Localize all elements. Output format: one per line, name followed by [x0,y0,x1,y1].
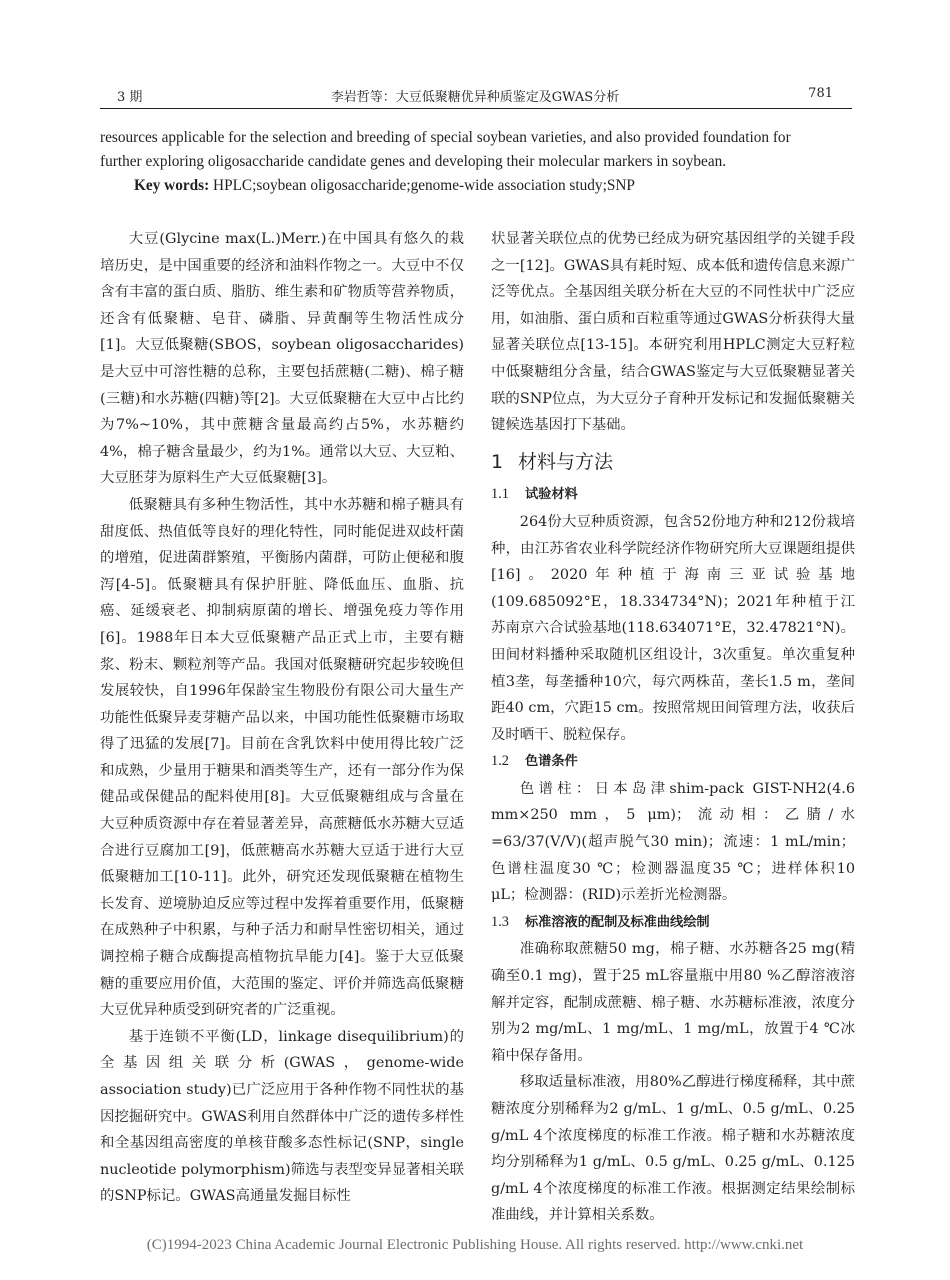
subsection-title: 试验材料 [525,487,578,503]
section-title: 材料与方法 [518,450,614,473]
subsection-heading-1-3 [491,909,855,937]
section-heading-1 [491,449,855,476]
subsection-number: 1.1 [491,486,509,503]
header-rule [100,108,852,109]
subsection-title: 标准溶液的配制及标准曲线绘制 [525,914,710,930]
body-paragraph: 基于连锁不平衡(LD，linkage disequilibrium)的全基因组关联分析(GWAS，genome-wide association study)已广泛应用于各种作物不同性状的基因挖掘研究中。GWAS利用自然群体中广泛的遗传多样性和全基因组高密度的单核苷酸多态性标记(SNP，single nucleotide polymorphism)筛选与表型变异显著相关联的SNP标记。GWAS高通量发掘目标性 [100,1028,464,1205]
page-number: 781 [808,86,833,101]
copyright-footer: (C)1994-2023 China Academic Journal Electronic Publishing House. All rights reserved. http://www.cnki.net [146,1237,804,1253]
body-paragraph: 大豆(Glycine max(L.)Merr.)在中国具有悠久的栽培历史，是中国重要的经济和油料作物之一。大豆中不仅含有丰富的蛋白质、脂肪、维生素和矿物质等营养物质，还含有低聚糖、皂苷、磷脂、异黄酮等生物活性成分[1]。大豆低聚糖(SBOS，soybean oligosaccharides)是大豆中可溶性糖的总称，主要包括蔗糖(二糖)、棉子糖(三糖)和水苏糖(四糖)等[2]。大豆低聚糖在大豆中占比约为7%~10%，其中蔗糖含量最高约占5%，水苏糖约4%，棉子糖含量最少，约为1%。通常以大豆、大豆粕、大豆胚芽为原料生产大豆低聚糖[3]。 [100,231,464,487]
keywords-label: Key words: [134,177,210,194]
keywords [134,177,635,195]
right-column [491,226,855,1229]
abstract-line-2: further exploring oligosaccharide candidate genes and developing their molecular markers in soybean. [100,153,727,170]
body-paragraph: 状显著关联位点的优势已经成为研究基因组学的关键手段之一[12]。GWAS具有耗时短、成本低和遗传信息来源广泛等优点。全基因组关联分析在大豆的不同性状中广泛应用，如油脂、蛋白质和百粒重等通过GWAS分析获得大量显著关联位点[13-15]。本研究利用HPLC测定大豆籽粒中低聚糖组分含量，结合GWAS鉴定与大豆低聚糖显著关联的SNP位点，为大豆分子育种开发标记和发掘低聚糖关键候选基因打下基础。 [491,231,855,434]
body-paragraph: 移取适量标准液，用80%乙醇进行梯度稀释，其中蔗糖浓度分别稀释为2 g/mL、1 g/mL、0.5 g/mL、0.25 g/mL 4个浓度梯度的标准工作液。棉子糖和水苏糖浓度均分别稀释为1 g/mL、0.5 g/mL、0.25 g/mL、0.125 g/mL 4个浓度梯度的标准工作液。根据测定结果绘制标准曲线，并计算相关系数。 [491,1074,855,1224]
body-paragraph: 264份大豆种质资源，包含52份地方种和212份栽培种，由江苏省农业科学院经济作物研究所大豆课题组提供[16]。2020年种植于海南三亚试验基地(109.685092°E，18.334734°N)；2021年种植于江苏南京六合试验基地(118.634071°E，32.47821°N)。田间材料播种采取随机区组设计，3次重复。单次重复种植3垄，每垄播种10穴，每穴两株苗，垄长1.5 m，垄间距40 cm，穴距15 cm。按照常规田间管理方法，收获后及时晒干、脱粒保存。 [491,513,855,743]
subsection-title: 色谱条件 [525,754,578,770]
section-number: 1 [491,450,504,473]
subsection-heading-1-1 [491,481,855,509]
subsection-number: 1.3 [491,913,509,930]
body-paragraph: 准确称取蔗糖50 mg，棉子糖、水苏糖各25 mg(精确至0.1 mg)，置于25 mL容量瓶中用80 %乙醇溶液溶解并定容，配制成蔗糖、棉子糖、水苏糖标准液，浓度分别为2 mg/mL、1 mg/mL、1 mg/mL，放置于4 ℃冰箱中保存备用。 [491,941,855,1064]
body-paragraph: 色谱柱：日本岛津shim-pack GIST-NH2(4.6 mm×250 mm，5 μm)；流动相：乙腈/水=63/37(V/V)(超声脱气30 min)；流速：1 mL/min；色谱柱温度30 ℃；检测器温度35 ℃；进样体积10 μL；检测器：(RID)示差折光检测器。 [491,780,855,904]
keywords-list: HPLC;soybean oligosaccharide;genome-wide association study;SNP [209,177,635,194]
left-column [100,226,464,1210]
body-paragraph: 低聚糖具有多种生物活性，其中水苏糖和棉子糖具有甜度低、热值低等良好的理化特性，同时能促进双歧杆菌的增殖，促进菌群繁殖，平衡肠内菌群，可防止便秘和腹泻[4-5]。低聚糖具有保护肝脏、降低血压、血脂、抗癌、延缓衰老、抑制病原菌的增长、增强免疫力等作用[6]。1988年日本大豆低聚糖产品正式上市，主要有糖浆、粉末、颗粒剂等产品。我国对低聚糖研究起步较晚但发展较快，自1996年保龄宝生物股份有限公司大量生产功能性低聚异麦芽糖产品以来，中国功能性低聚糖市场取得了迅猛的发展[7]。目前在含乳饮料中使用得比较广泛和成熟，少量用于糖果和酒类等生产，还有一部分作为保健品或保健品的配料使用[8]。大豆低聚糖组成与含量在大豆种质资源中存在着显著差异，高蔗糖低水苏糖大豆适合进行豆腐加工[9]，低蔗糖高水苏糖大豆适于进行大豆低聚糖加工[10-11]。此外，研究还发现低聚糖在植物生长发育、逆境胁迫反应等过程中发挥着重要作用，低聚糖在成熟种子中积累，与种子活力和耐旱性密切相关，通过调控棉子糖合成酶提高植物抗旱能力[4]。鉴于大豆低聚糖的重要应用价值，大范围的鉴定、评价并筛选高低聚糖大豆优异种质受到研究者的广泛重视。 [100,496,464,1019]
abstract-line-1: resources applicable for the selection and breeding of special soybean varieties, and also provided foundation for [100,129,791,146]
running-header-title: 李岩哲等：大豆低聚糖优异种质鉴定及GWAS分析 [330,90,620,105]
subsection-heading-1-2 [491,748,855,776]
running-header-issue: 3 期 [117,90,143,105]
subsection-number: 1.2 [491,753,509,770]
